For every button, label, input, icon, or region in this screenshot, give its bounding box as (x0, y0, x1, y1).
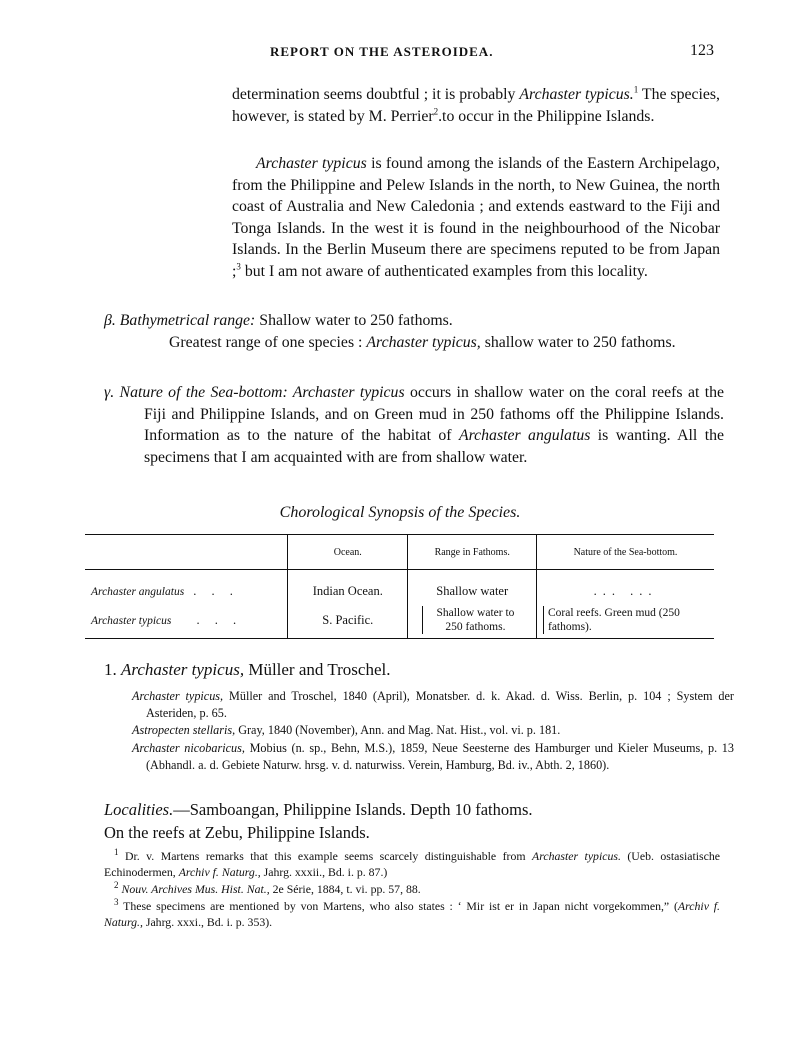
localities-line-2: On the reefs at Zebu, Philippine Islands. (104, 823, 370, 842)
greatest-range-species: Archaster typicus, (366, 334, 481, 351)
sea-bottom-text-a: occurs in shallow water on the coral reefs at the Fiji and Philippine Islands, and on Green mud in 250 fathoms off the Philippine Islands. Information as to the nature of the habitat of (144, 384, 724, 445)
footnote-italic: Archiv f. Naturg., (178, 864, 261, 879)
row-range-text: Shallow water to 250 fathoms. (422, 606, 523, 634)
synonym-name: Archaster nicobaricus, (132, 741, 245, 755)
localities-text: —Samboangan, Philippine Islands. Depth 10 fathoms. (173, 800, 533, 819)
footnote-italic: Archiv f. Naturg., (104, 899, 720, 929)
species-number: 1. (104, 660, 117, 679)
greatest-range-text-a: Greatest range of one species : (169, 334, 367, 351)
sea-bottom-text-b: is wanting. All the specimens that I am acquainted with are from shallow water. (144, 427, 724, 466)
footnote-mark: 1 (114, 847, 119, 858)
bathymetric-text: Shallow water to 250 fathoms. (255, 312, 453, 329)
row-species-cell (85, 602, 288, 639)
localities-label: Localities. (104, 800, 174, 819)
footnote-mark: 3 (114, 897, 119, 908)
species-heading-name: Archaster typicus, (121, 660, 245, 679)
row-species-cell (85, 570, 288, 603)
header-ocean: Ocean. (288, 535, 408, 570)
synopsis-caption: Chorological Synopsis of the Species. (279, 504, 521, 521)
table-row (85, 570, 714, 603)
table-row (85, 602, 714, 639)
footnote-3 (104, 899, 720, 930)
synonym-text: Gray, 1840 (November), Ann. and Mag. Nat. Hist., vol. vi. p. 181. (235, 723, 561, 737)
row-leader: . . . (193, 583, 239, 598)
intro-paragraph-2 (232, 153, 720, 283)
footnote-text: These specimens are mentioned by von Martens, who also states : ‘ Mir ist er in Japan nicht vorgekommen,” ( (118, 899, 678, 913)
greatest-range (145, 332, 720, 354)
footnote-text: Jahrg. xxxii., Bd. i. p. 87.) (260, 864, 388, 879)
synonym-text: Mobius (n. sp., Behn, M.S.), 1859, Neue Seesterne des Hamburger und Kieler Museums, p. 13 (Abhandl. a. d. Gebiete Naturw. hrsg. v. d. naturwiss. Verein, Hamburg, Bd. iv., Abth. 2, 1860). (146, 741, 734, 772)
synonymy-entry-3 (132, 740, 734, 773)
species-authority: Müller and Troschel. (244, 660, 391, 679)
footnote-text: Dr. v. Martens remarks that this example seems scarcely distinguishable from (118, 849, 532, 863)
bathymetric-label: β. Bathymetrical range: (104, 312, 256, 329)
footnote-ref-3: 3 (236, 261, 241, 272)
intro-p1-text-b: The species, however, is stated by M. Perrier (232, 86, 720, 125)
row-species: Archaster typicus (91, 614, 172, 627)
row-species: Archaster angulatus (91, 585, 185, 598)
localities (104, 799, 724, 820)
greatest-range-text-b: shallow water to 250 fathoms. (480, 334, 676, 351)
row-leader: . . . (196, 612, 243, 627)
row-bottom: ... ... (537, 570, 715, 603)
row-range (408, 602, 537, 639)
footnote-mark: 2 (114, 880, 119, 891)
synonym-name: Archaster typicus, (132, 689, 224, 703)
row-bottom (537, 602, 715, 639)
header-range: Range in Fathoms. (408, 535, 537, 570)
synopsis-table (85, 534, 714, 639)
row-ocean: S. Pacific. (288, 602, 408, 639)
synonymy-entry-2 (132, 722, 734, 739)
sea-bottom-label: γ. Nature of the Sea-bottom: (104, 384, 288, 401)
header-species (85, 535, 288, 570)
footnote-text: Jahrg. xxxi., Bd. i. p. 353). (142, 914, 273, 929)
footnote-italic: Archaster typicus. (532, 849, 621, 863)
bathymetric-range (104, 310, 724, 332)
footnote-ref-1: 1 (633, 84, 639, 95)
synopsis-header-row (85, 535, 714, 570)
intro-p1-text-c: .to occur in the Philippine Islands. (438, 107, 655, 125)
footnote-text: (Ueb. ostasiatische Echinodermen, (104, 849, 720, 879)
synonymy-entry-1 (132, 688, 734, 721)
running-header: REPORT ON THE ASTEROIDEA. (270, 44, 494, 59)
footnote-text: 2e Série, 1884, t. vi. pp. 57, 88. (269, 882, 421, 896)
footnote-italic: Nouv. Archives Mus. Hist. Nat., (121, 882, 270, 896)
intro-p2-species: Archaster typicus (256, 155, 367, 172)
species-heading (104, 660, 390, 680)
page-number: 123 (690, 42, 714, 59)
intro-p2-end: but I am not aware of authenticated examples from this locality. (240, 262, 648, 280)
intro-p1-text-a: determination seems doubtful ; it is probably (232, 86, 520, 103)
sea-bottom-species-1: Archaster typicus (287, 384, 405, 401)
header-bottom: Nature of the Sea-bottom. (537, 535, 715, 570)
sea-bottom-species-2: Archaster angulatus (458, 427, 591, 445)
row-bottom-text: Coral reefs. Green mud (250 fathoms). (543, 606, 708, 634)
sea-bottom-paragraph (104, 382, 724, 468)
intro-paragraph-1 (232, 84, 720, 127)
row-ocean: Indian Ocean. (288, 570, 408, 603)
synonym-name: Astropecten stellaris, (132, 723, 236, 737)
synonym-text: Müller and Troschel, 1840 (April), Monatsber. d. k. Akad. d. Wiss. Berlin, p. 104 ; System der Asteriden, p. 65. (146, 689, 734, 720)
intro-p2-text: is found among the islands of the Eastern Archipelago, from the Philippine and Pelew Islands in the north, to New Guinea, the north coast of Australia and New Caledonia ; and extends eastward to the Fiji and Tonga Islands. In the west it is found in the neighbourhood of the Nicobar Islands. In the Berlin Museum there are specimens reputed to be from Japan ; (232, 155, 720, 280)
footnote-1 (104, 849, 720, 880)
footnote-ref-2: 2 (433, 106, 439, 117)
footnote-2 (104, 882, 720, 898)
intro-p1-species: Archaster typicus. (519, 86, 634, 103)
row-range: Shallow water (408, 570, 537, 603)
